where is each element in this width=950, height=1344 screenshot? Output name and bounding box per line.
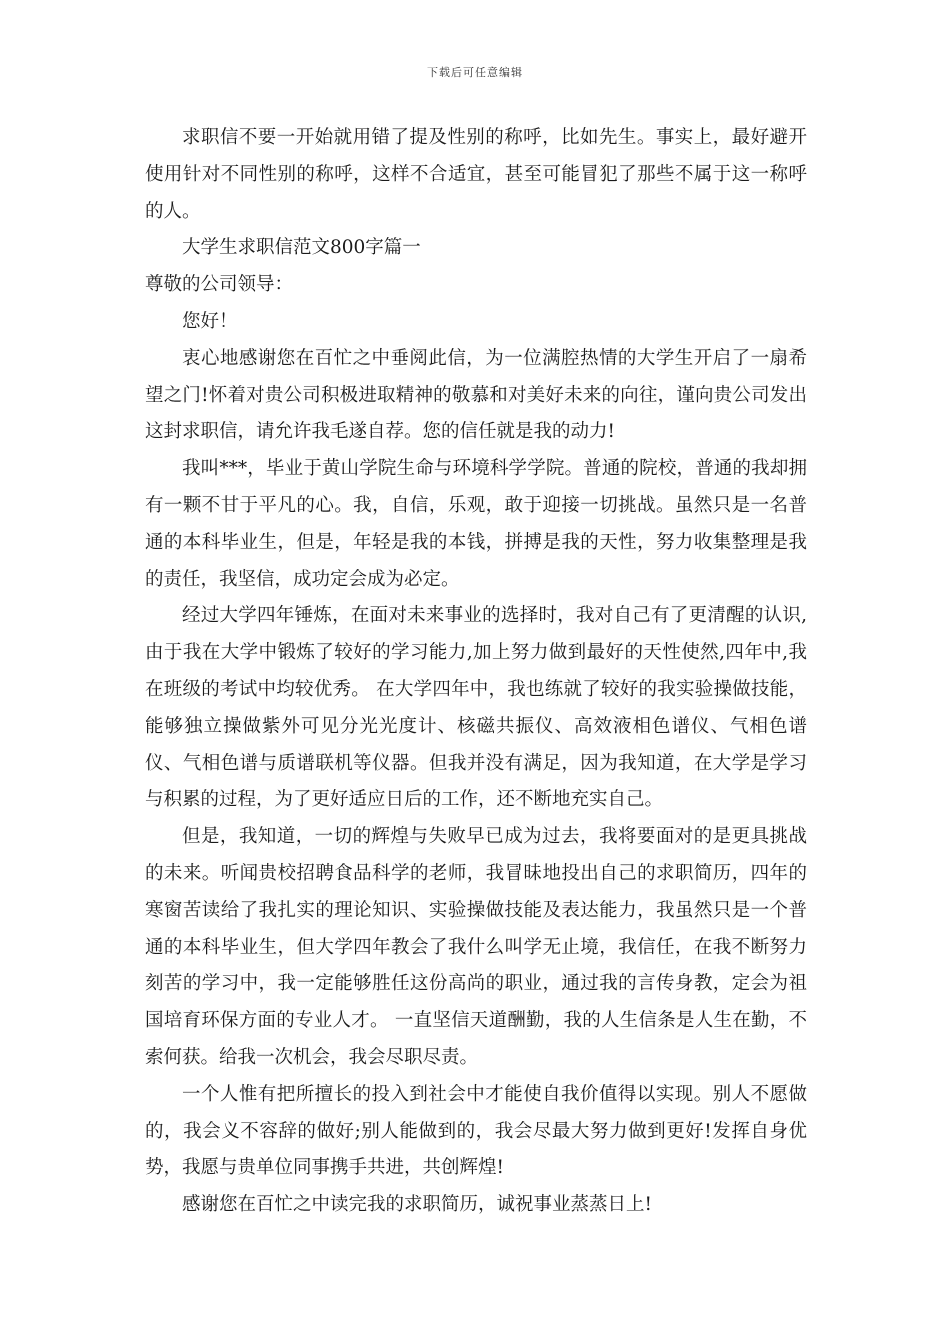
body-paragraph-1: 衷心地感谢您在百忙之中垂阅此信，为一位满腔热情的大学生开启了一扇希望之门!怀着对贵公司积极进取精神的敬慕和对美好未来的向往，谨向贵公司发出这封求职信，请允许我毛遂自荐。您的信任就是我的动力!: [145, 347, 807, 443]
salutation: 尊敬的公司领导：: [145, 274, 294, 296]
body-paragraph-3: 经过大学四年锤炼，在面对未来事业的选择时，我对自己有了更清醒的认识,由于我在大学中锻炼了较好的学习能力,加上努力做到最好的天性使然,四年中,我在班级的考试中均较优秀。 在大学四年中，我也练就了较好的我实验操做技能，能够独立操做紫外可见分光光度计、核磁共振仪、高效液相色谱仪、气相色谱仪、气相色谱与质谱联机等仪器。但我并没有满足，因为我知道，在大学是学习与积累的过程，为了更好适应日后的工作，还不断地充实自己。: [145, 605, 807, 811]
intro-paragraph: 求职信不要一开始就用错了提及性别的称呼，比如先生。事实上，最好避开使用针对不同性别的称呼，这样不合适宜，甚至可能冒犯了那些不属于这一称呼的人。: [145, 127, 807, 222]
greeting: 您好！: [182, 310, 238, 332]
body-paragraph-2: 我叫***，毕业于黄山学院生命与环境科学学院。普通的院校，普通的我却拥有一颗不甘于平凡的心。我，自信，乐观，敢于迎接一切挑战。虽然只是一名普通的本科毕业生，但是，年轻是我的本钱，拼搏是我的天性，努力收集整理是我的责任，我坚信，成功定会成为必定。: [145, 458, 807, 590]
body-paragraph-4: 但是，我知道，一切的辉煌与失败早已成为过去，我将要面对的是更具挑战的未来。听闻贵校招聘食品科学的老师，我冒昧地投出自己的求职简历，四年的寒窗苦读给了我扎实的理论知识、实验操做技能及表达能力，我虽然只是一个普通的本科毕业生，但大学四年教会了我什么叫学无止境，我信任，在我不断努力刻苦的学习中，我一定能够胜任这份高尚的职业，通过我的言传身教，定会为祖国培育环保方面的专业人才。 一直坚信天道酬勤，我的人生信条是人生在勤，不索何获。给我一次机会，我会尽职尽责。: [145, 826, 807, 1068]
page-header-note: 下载后可任意编辑: [427, 66, 523, 79]
section-title: 大学生求职信范文800字篇一: [182, 237, 421, 259]
closing-paragraph: 感谢您在百忙之中读完我的求职简历，诚祝事业蒸蒸日上!: [182, 1194, 652, 1216]
body-paragraph-5: 一个人惟有把所擅长的投入到社会中才能使自我价值得以实现。别人不愿做的，我会义不容辞的做好;别人能做到的，我会尽最大努力做到更好!发挥自身优势，我愿与贵单位同事携手共进，共创辉煌!: [145, 1083, 807, 1179]
document-body: [145, 120, 807, 1224]
